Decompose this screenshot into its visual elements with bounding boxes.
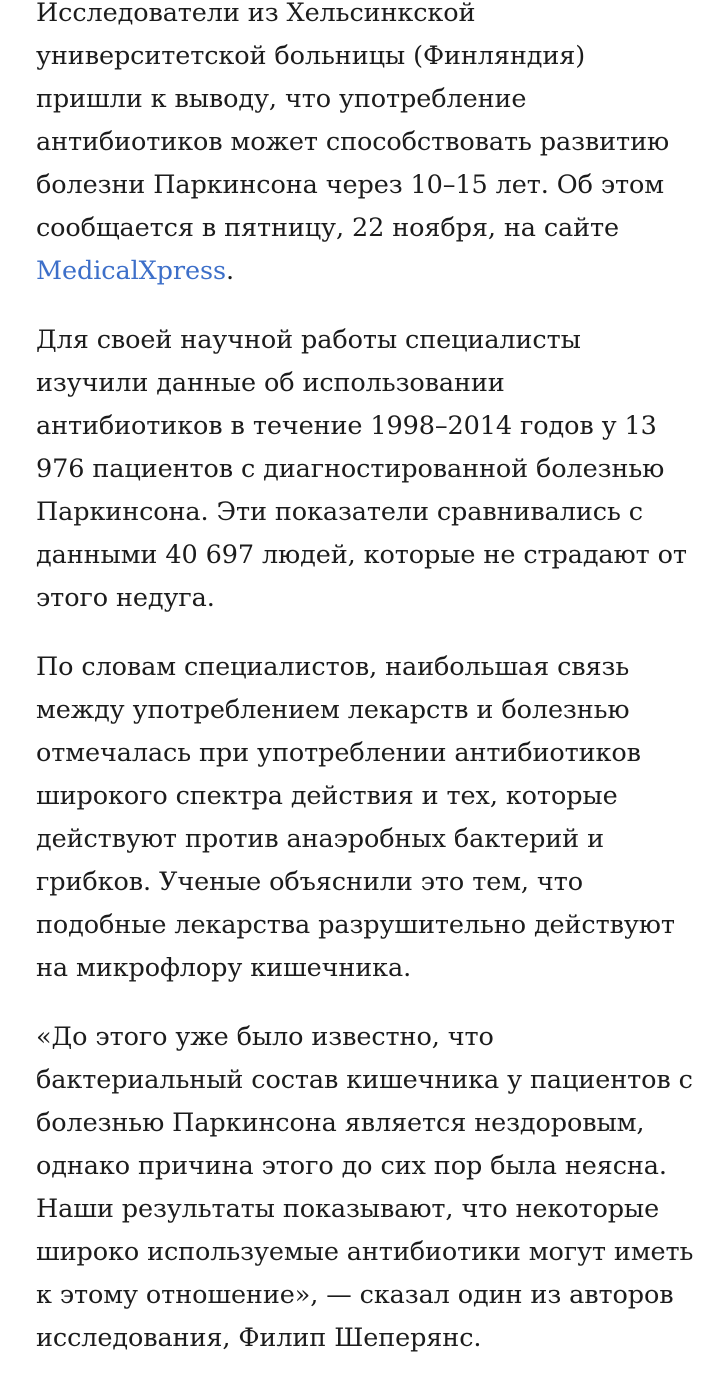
article-paragraph-1 (36, 0, 696, 293)
paragraph-1-text: Исследователи из Хельсинкской университетской больницы (Финляндия) пришли к выводу, что употребление антибиотиков может способствовать развитию болезни Паркинсона через 10–15 лет. Об этом сообщается в пятницу, 22 ноября, на сайте (36, 0, 670, 243)
article-paragraph-3: По словам специалистов, наибольшая связь между употреблением лекарств и болезнью отмечалась при употреблении антибиотиков широкого спектра действия и тех, которые действуют против анаэробных бактерий и грибков. Ученые объяснили это тем, что подобные лекарства разрушительно действуют на микрофлору кишечника. (36, 652, 675, 983)
medicalxpress-link[interactable]: MedicalXpress (36, 256, 226, 286)
article-body (36, 0, 696, 1386)
article-paragraph-2: Для своей научной работы специалисты изучили данные об использовании антибиотиков в течение 1998–2014 годов у 13 976 пациентов с диагностированной болезнью Паркинсона. Эти показатели сравнивались с данными 40 697 людей, которые не страдают от этого недуга. (36, 325, 687, 613)
paragraph-1-end: . (225, 256, 234, 286)
article-paragraph-4-quote: «До этого уже было известно, что бактериальный состав кишечника у пациентов с болезнью Паркинсона является нездоровым, однако причина этого до сих пор была неясна. Наши результаты показывают, что некоторые широко используемые антибиотики могут иметь к этому отношение», — сказал один из авторов исследования, Филип Шеперянс. (36, 1022, 694, 1353)
